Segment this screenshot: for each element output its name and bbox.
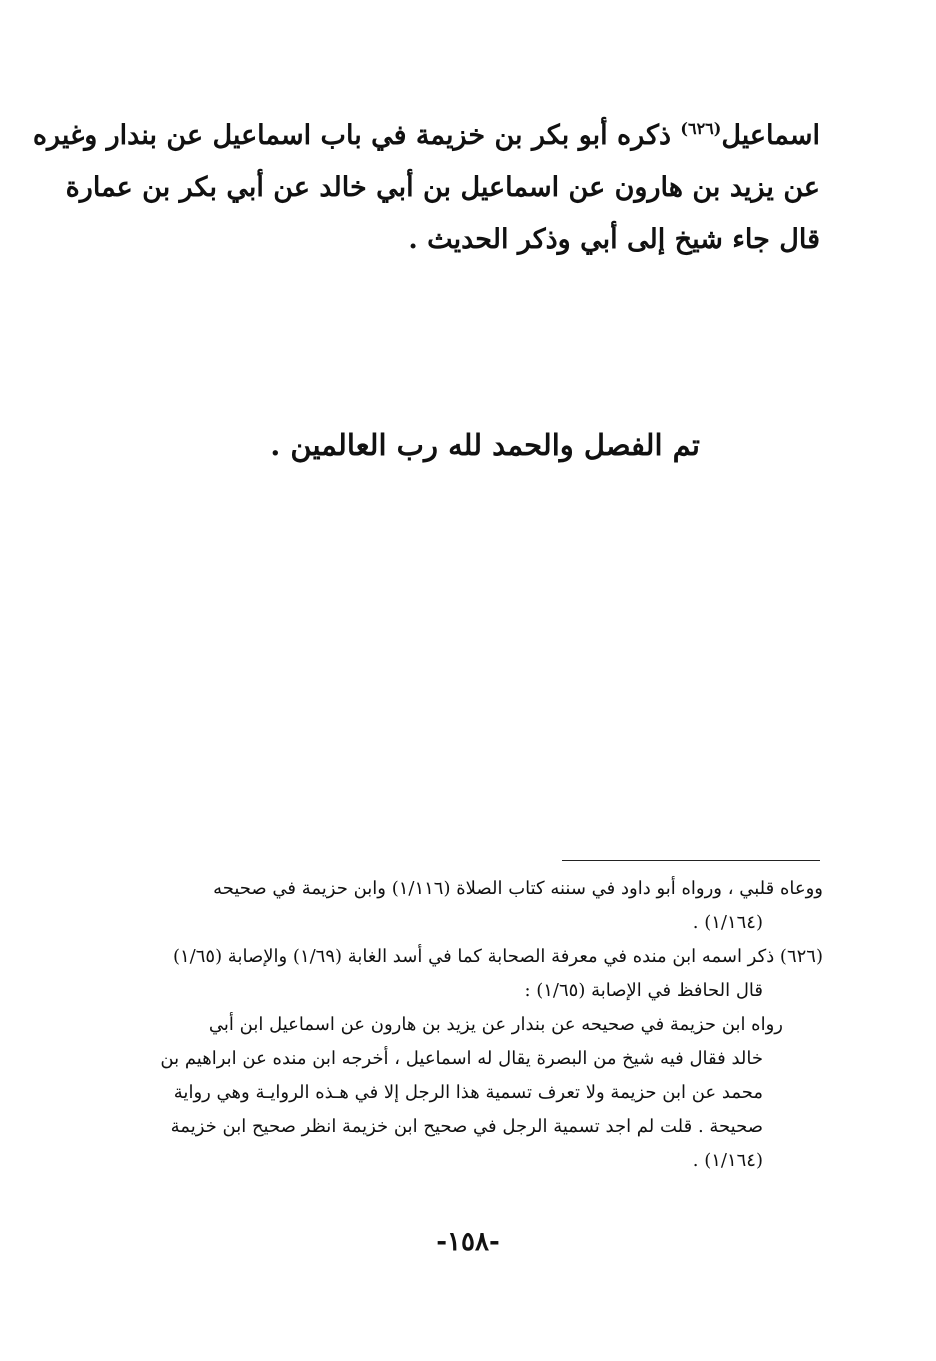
footnote-line: ووعاه قلبي ، ورواه أبو داود في سننه كتاب الصلاة (١/١١٦) وابن حزيمة في صحيحه (213, 878, 823, 899)
footnote-line: (١/١٦٤) . (692, 912, 763, 933)
footnote-line: خالد فقال فيه شيخ من البصرة يقال له اسماعيل ، أخرجه ابن منده عن ابراهيم بن (160, 1048, 763, 1069)
page-number: -١٥٨- (436, 1227, 500, 1257)
footnote-reference-626: (٦٢٦) (680, 119, 722, 138)
main-text-line-3: قال جاء شيخ إلى أبي وذكر الحديث . (408, 224, 820, 255)
footnote-line: (١/١٦٤) . (692, 1150, 763, 1171)
footnote-line: محمد عن ابن حزيمة ولا تعرف تسمية هذا الرجل إلا في هـذه الروايـة وهي رواية (173, 1082, 763, 1103)
footnote-line: رواه ابن حزيمة في صحيحه عن بندار عن يزيد بن هارون عن اسماعيل ابن أبي (208, 1014, 783, 1035)
footnote-separator (562, 860, 820, 861)
main-text-line-1-start: اسماعيل (721, 120, 820, 151)
main-text-line-2: عن يزيد بن هارون عن اسماعيل بن أبي خالد عن أبي بكر بن عمارة (65, 172, 820, 203)
footnote-line: صحيحة . قلت لم اجد تسمية الرجل في صحيح ابن خزيمة انظر صحيح ابن خزيمة (170, 1116, 763, 1137)
main-text-line-1 (32, 110, 820, 162)
footnote-line: قال الحافظ في الإصابة (١/٦٥) : (524, 980, 763, 1001)
main-text-line-1-end: ذكره أبو بكر بن خزيمة في باب اسماعيل عن بندار وغيره (32, 120, 681, 151)
footnote-line: (٦٢٦) ذكر اسمه ابن منده في معرفة الصحابة كما في أسد الغابة (١/٦٩) والإصابة (١/٦٥) (172, 946, 823, 967)
closing-statement: تم الفصل والحمد لله رب العالمين . (270, 428, 700, 462)
main-text (32, 110, 820, 266)
footnotes (145, 872, 823, 1178)
